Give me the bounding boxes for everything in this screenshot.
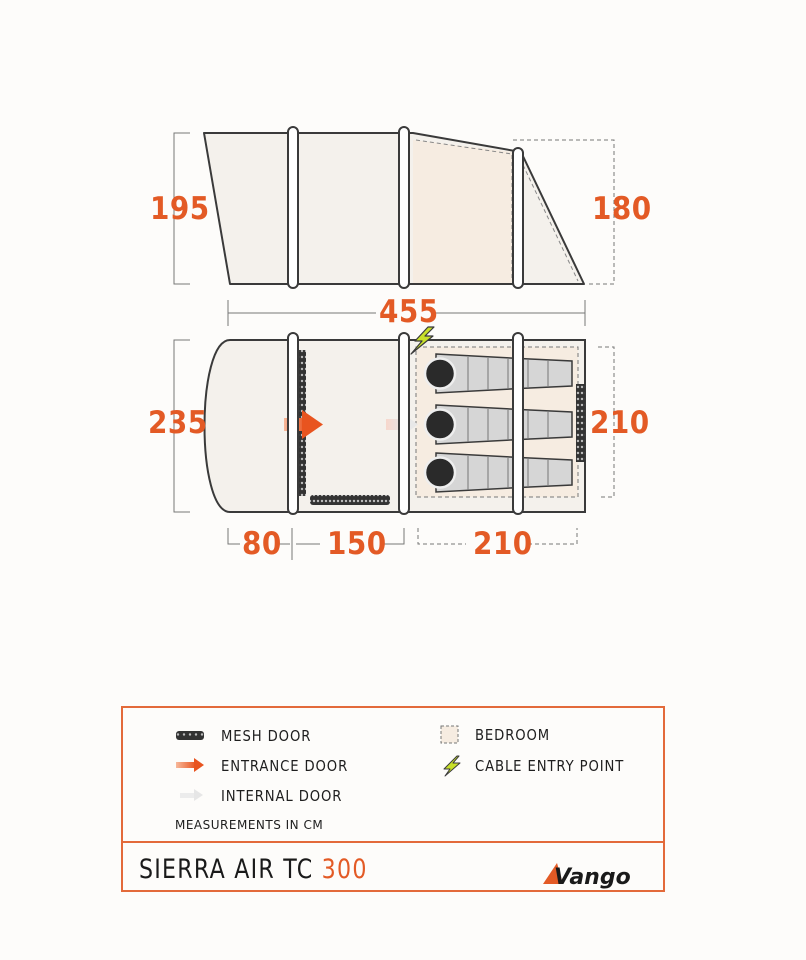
legend-internal-door-label: INTERNAL DOOR <box>221 787 343 805</box>
air-beam-icon <box>513 333 523 514</box>
legend-bedroom-label: BEDROOM <box>475 726 551 744</box>
legend-measurements-note: MEASUREMENTS IN CM <box>175 818 324 832</box>
legend-entrance-door-label: ENTRANCE DOOR <box>221 757 349 775</box>
dimension-bedroom-width: 210 <box>590 405 650 441</box>
dimension-porch-depth: 80 <box>242 526 282 562</box>
air-beam-icon <box>399 127 409 288</box>
sleeping-bags <box>425 354 572 492</box>
legend-cable-entry-label: CABLE ENTRY POINT <box>475 757 625 775</box>
legend-divider <box>123 841 663 843</box>
mesh-door-icon <box>175 730 205 742</box>
side-view-body <box>204 133 584 284</box>
dimension-total-length: 455 <box>379 294 439 330</box>
product-model-number: 300 <box>321 854 368 885</box>
legend-panel <box>121 706 665 892</box>
dimension-floor-width: 235 <box>148 405 208 441</box>
mesh-door <box>576 384 585 462</box>
dimension-height-front: 195 <box>150 191 210 227</box>
dimension-bedroom-depth: 210 <box>473 526 533 562</box>
lightning-bolt-icon <box>442 755 462 777</box>
air-beam-icon <box>399 333 409 514</box>
dimension-height-rear: 180 <box>592 191 652 227</box>
air-beam-icon <box>288 127 298 288</box>
product-name: SIERRA AIR TC <box>139 854 314 885</box>
sleeping-bag-icon <box>425 405 572 444</box>
vango-logo-icon <box>543 858 643 892</box>
bedroom-icon <box>440 725 460 745</box>
dimension-living-depth: 150 <box>327 526 387 562</box>
entrance-arrow-icon <box>175 758 205 772</box>
air-beam-icon <box>513 148 523 288</box>
floor-plan <box>174 327 614 560</box>
legend-mesh-door-label: MESH DOOR <box>221 727 312 745</box>
side-view-bedroom-area <box>413 140 513 283</box>
mesh-door <box>310 495 390 505</box>
air-beam-icon <box>288 333 298 514</box>
sleeping-bag-icon <box>425 453 572 492</box>
brand-name: Vango <box>554 865 631 890</box>
sleeping-bag-icon <box>425 354 572 393</box>
product-title <box>139 854 368 885</box>
internal-door-icon <box>179 789 205 801</box>
